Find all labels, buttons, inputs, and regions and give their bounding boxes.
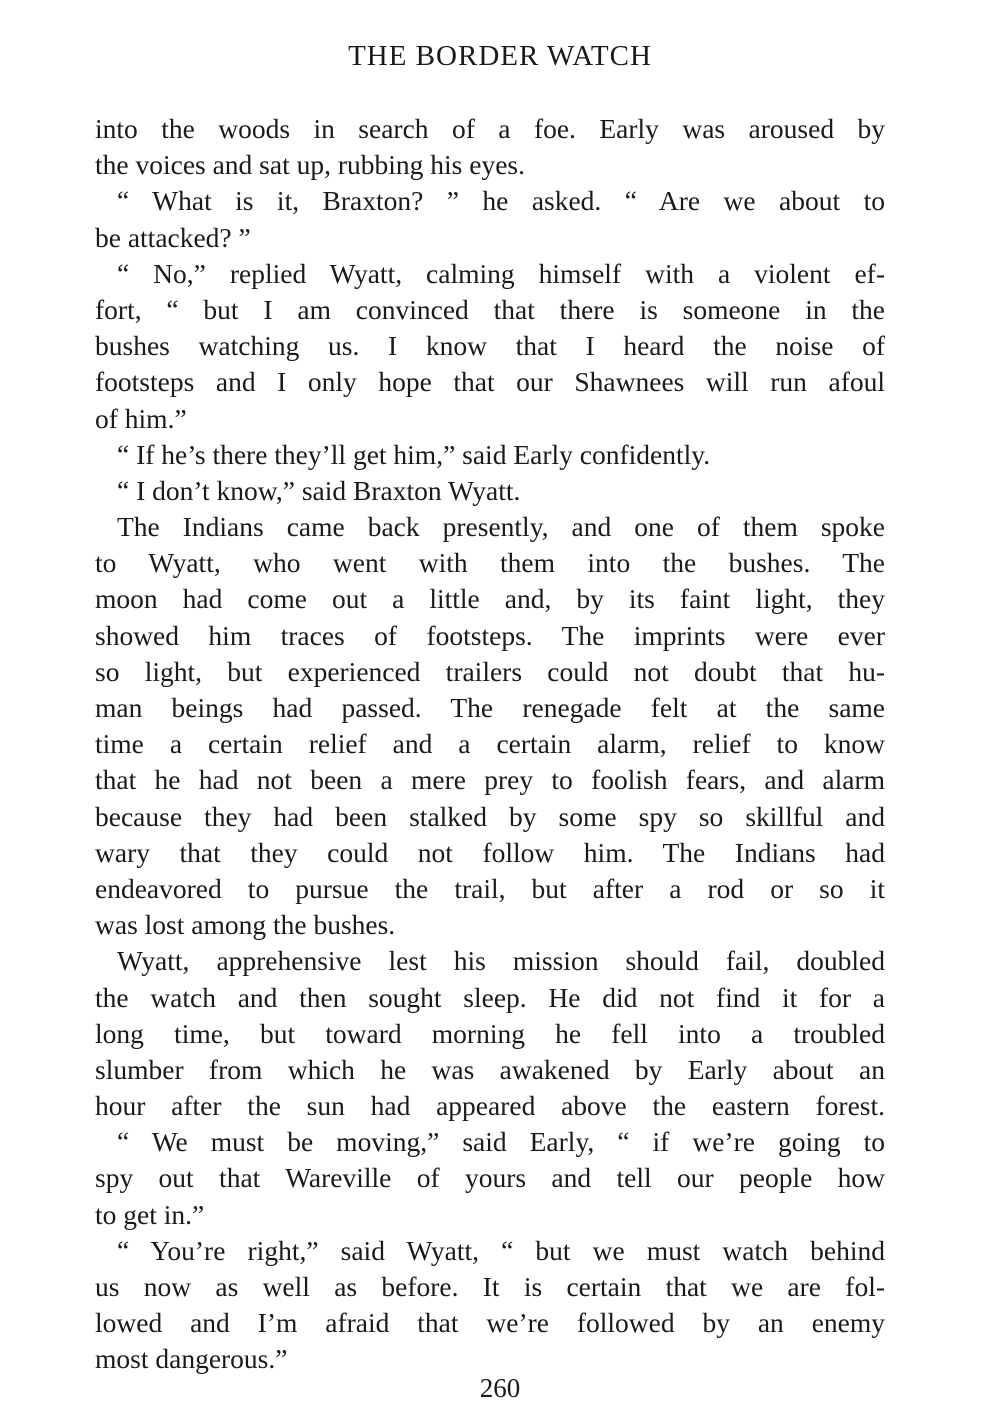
text-line: The Indians came back presently, and one of them spoke: [117, 511, 885, 543]
page-number: 260: [479, 1373, 521, 1403]
text-line: be attacked? ”: [95, 221, 251, 253]
text-line: that he had not been a mere prey to foolish fears, and alarm: [95, 764, 885, 796]
text-line: fort, “ but I am convinced that there is someone in the: [95, 293, 885, 325]
text-line: endeavored to pursue the trail, but after a rod or so it: [95, 872, 885, 904]
text-line: long time, but toward morning he fell into a troubled: [95, 1017, 885, 1049]
text-line: Wyatt, apprehensive lest his mission should fail, doubled: [117, 945, 885, 977]
text-line: the voices and sat up, rubbing his eyes.: [95, 149, 525, 181]
text-line: man beings had passed. The renegade felt at the same: [95, 692, 885, 723]
text-line: showed him traces of footsteps. The imprints were ever: [95, 619, 885, 651]
text-line: so light, but experienced trailers could not doubt that hu-: [95, 655, 885, 687]
text-line: most dangerous.”: [95, 1343, 288, 1375]
running-header: THE BORDER WATCH: [348, 40, 652, 72]
text-line: because they had been stalked by some spy so skillful and: [95, 800, 885, 832]
text-line: the watch and then sought sleep. He did not find it for a: [95, 981, 885, 1013]
text-line: wary that they could not follow him. The Indians had: [95, 836, 885, 868]
text-line: “ No,” replied Wyatt, calming himself with a violent ef-: [117, 257, 885, 289]
text-line: to Wyatt, who went with them into the bushes. The: [95, 547, 885, 579]
text-line: lowed and I’m afraid that we’re followed by an enemy: [95, 1307, 885, 1339]
text-line: hour after the sun had appeared above the eastern forest.: [95, 1090, 885, 1122]
text-line: us now as well as before. It is certain that we are fol-: [95, 1271, 885, 1302]
text-line: time a certain relief and a certain alarm, relief to know: [95, 728, 885, 760]
text-line: “ We must be moving,” said Early, “ if we’re going to: [117, 1126, 885, 1158]
text-line: moon had come out a little and, by its faint light, they: [95, 583, 885, 615]
body-text: [95, 111, 885, 1378]
text-line: “ What is it, Braxton? ” he asked. “ Are we about to: [117, 185, 885, 217]
text-line: footsteps and I only hope that our Shawnees will run afoul: [95, 366, 885, 398]
text-line: of him.”: [95, 402, 187, 434]
text-line: slumber from which he was awakened by Early about an: [95, 1053, 885, 1085]
text-line: bushes watching us. I know that I heard the noise of: [95, 330, 885, 362]
text-line: spy out that Wareville of yours and tell our people how: [95, 1162, 885, 1194]
text-line: was lost among the bushes.: [95, 909, 396, 941]
text-line: to get in.”: [95, 1198, 205, 1230]
text-line: “ You’re right,” said Wyatt, “ but we must watch behind: [117, 1234, 885, 1266]
text-line: “ I don’t know,” said Braxton Wyatt.: [117, 474, 521, 506]
text-line: “ If he’s there they’ll get him,” said Early confidently.: [117, 438, 711, 470]
text-line: into the woods in search of a foe. Early was aroused by: [95, 113, 885, 144]
